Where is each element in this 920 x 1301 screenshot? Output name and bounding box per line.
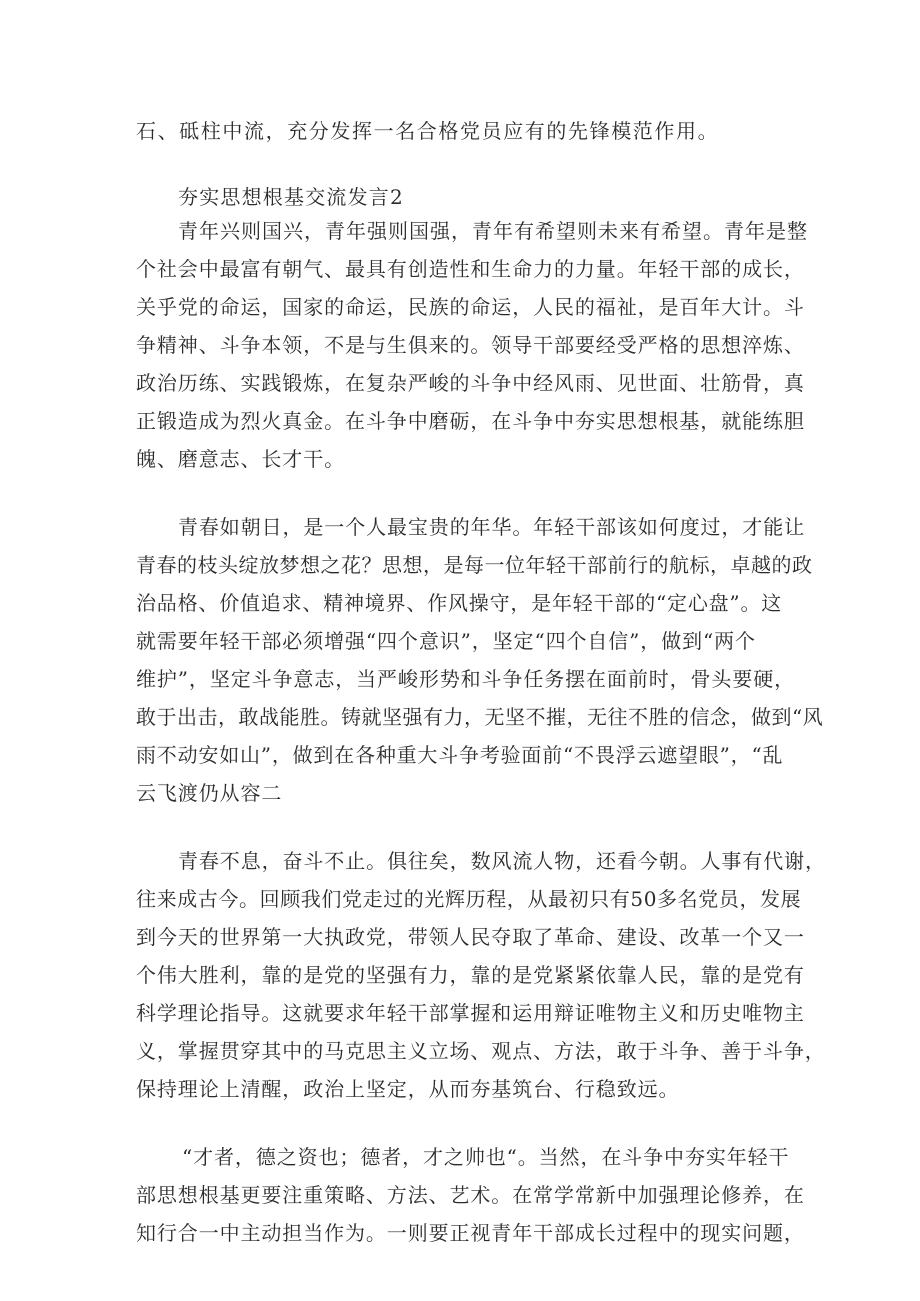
- paragraph-line: 往来成古今。回顾我们党走过的光辉历程，从最初只有50多名党员，发展: [136, 887, 802, 911]
- continuation-line: 石、砥柱中流，充分发挥一名合格党员应有的先锋模范作用。: [136, 119, 720, 143]
- paragraph-line: 部思想根基更要注重策略、方法、艺术。在常学常新中加强理论修养，在: [136, 1183, 805, 1207]
- paragraph-line: 正锻造成为烈火真金。在斗争中磨砺，在斗争中夯实思想根基，就能练胆: [136, 409, 805, 433]
- paragraph-line: 青春不息，奋斗不止。俱往矣，数风流人物，还看今朝。人事有代谢，: [178, 849, 826, 873]
- paragraph-line: 敢于出击，敢战能胜。铸就坚强有力，无坚不摧，无往不胜的信念，做到“风: [136, 705, 824, 729]
- paragraph-line: 争精神、斗争本领，不是与生俱来的。领导干部要经受严格的思想淬炼、: [136, 333, 805, 357]
- paragraph-line: 关乎党的命运，国家的命运，民族的命运，人民的福祉，是百年大计。斗: [136, 295, 805, 319]
- paragraph-line: 个社会中最富有朝气、最具有创造性和生命力的力量。年轻干部的成长，: [136, 257, 805, 281]
- paragraph-line: 青春的枝头绽放梦想之花？思想，是每一位年轻干部前行的航标，卓越的政: [136, 553, 813, 577]
- paragraph-line: 维护”，坚定斗争意志，当严峻形势和斗争任务摆在面前时，骨头要硬，: [136, 667, 796, 691]
- paragraph-line: 雨不动安如山”，做到在各种重大斗争考验面前“不畏浮云遮望眼”，“乱: [136, 743, 784, 767]
- paragraph-line: 知行合一中主动担当作为。一则要正视青年干部成长过程中的现实问题，: [136, 1221, 805, 1245]
- paragraph-line: 魄、磨意志、长才干。: [136, 447, 345, 471]
- paragraph-line: 青春如朝日，是一个人最宝贵的年华。年轻干部该如何度过，才能让: [178, 515, 805, 539]
- paragraph-line: 治品格、价值追求、精神境界、作风操守，是年轻干部的“定心盘”。这: [136, 591, 783, 615]
- paragraph-line: 个伟大胜利，靠的是党的坚强有力，靠的是党紧紧依靠人民，靠的是党有: [136, 963, 805, 987]
- paragraph-line: 政治历练、实践锻炼，在复杂严峻的斗争中经风雨、见世面、壮筋骨，真: [136, 371, 805, 395]
- paragraph-line: 科学理论指导。这就要求年轻干部掌握和运用辩证唯物主义和历史唯物主: [136, 1001, 805, 1025]
- section-title: 夯实思想根基交流发言2: [178, 185, 404, 209]
- paragraph-line: 保持理论上清醒，政治上坚定，从而夯基筑台、行稳致远。: [136, 1077, 680, 1101]
- paragraph-line: 就需要年轻干部必须增强“四个意识”，坚定“四个自信”，做到“两个: [136, 629, 756, 653]
- paragraph-line: 青年兴则国兴，青年强则国强，青年有希望则未来有希望。青年是整: [178, 219, 808, 243]
- paragraph-line: “才者，德之资也；德者，才之帅也“。当然，在斗争中夯实年轻干: [182, 1145, 790, 1169]
- paragraph-line: 到今天的世界第一大执政党，带领人民夺取了革命、建设、改革一个又一: [136, 925, 805, 949]
- paragraph-line: 义，掌握贯穿其中的马克思主义立场、观点、方法，敢于斗争、善于斗争，: [136, 1039, 826, 1063]
- paragraph-line: 云飞渡仍从容二: [136, 781, 283, 805]
